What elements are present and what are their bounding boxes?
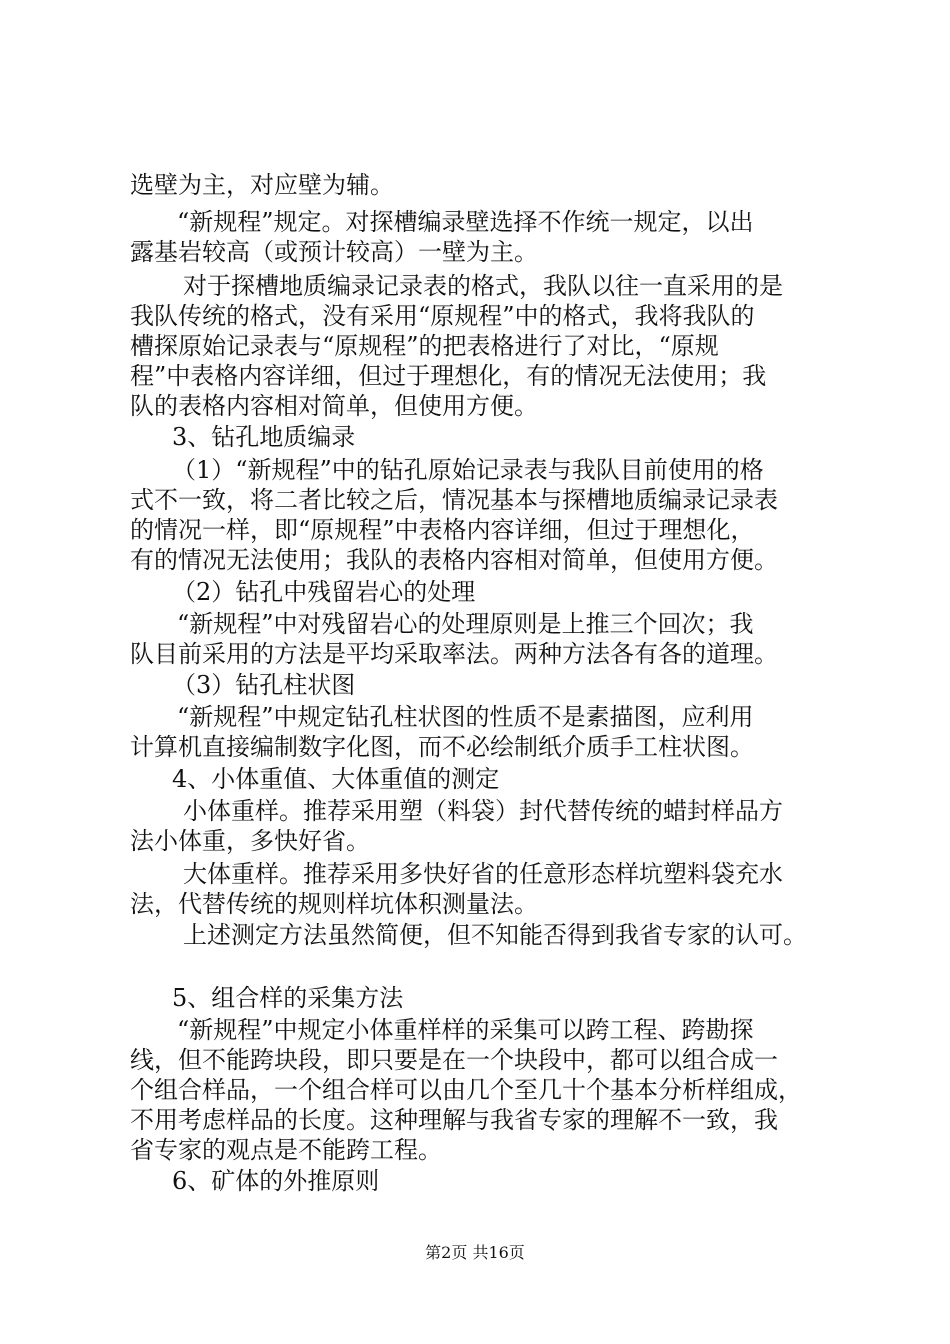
paragraph-line: “新规程”中规定钻孔柱状图的性质不是素描图，应利用 xyxy=(177,703,754,731)
paragraph-line: 计算机直接编制数字化图，而不必绘制纸介质手工柱状图。 xyxy=(130,733,754,761)
paragraph-line: 线，但不能跨块段，即只要是在一个块段中，都可以组合成一 xyxy=(130,1046,778,1074)
paragraph-line: 省专家的观点是不能跨工程。 xyxy=(130,1136,442,1164)
paragraph-line: 对于探槽地质编录记录表的格式，我队以往一直采用的是 xyxy=(183,272,783,300)
section-heading: 5、组合样的采集方法 xyxy=(172,984,404,1012)
paragraph-line: 的情况一样，即“原规程”中表格内容详细，但过于理想化， xyxy=(130,516,755,544)
paragraph-line: 选壁为主，对应壁为辅。 xyxy=(130,171,394,199)
subsection-heading: （3）钻孔柱状图 xyxy=(172,671,356,699)
paragraph-line: 个组合样品，一个组合样可以由几个至几十个基本分析样组成， xyxy=(130,1076,802,1104)
subsection-heading: （2）钻孔中残留岩心的处理 xyxy=(172,578,476,606)
paragraph-line: 大体重样。推荐采用多快好省的任意形态样坑塑料袋充水 xyxy=(183,860,783,888)
paragraph-line: 法，代替传统的规则样坑体积测量法。 xyxy=(130,890,538,918)
paragraph-line: “新规程”中对残留岩心的处理原则是上推三个回次；我 xyxy=(177,610,754,638)
paragraph-line: 程”中表格内容详细，但过于理想化，有的情况无法使用；我 xyxy=(130,362,767,390)
paragraph-line: 槽探原始记录表与“原规程”的把表格进行了对比，“原规 xyxy=(130,332,719,360)
paragraph-line: 露基岩较高（或预计较高）一壁为主。 xyxy=(130,238,538,266)
section-heading: 6、矿体的外推原则 xyxy=(172,1167,380,1195)
paragraph-line: 不用考虑样品的长度。这种理解与我省专家的理解不一致，我 xyxy=(130,1106,778,1134)
paragraph-line: 队目前采用的方法是平均采取率法。两种方法各有各的道理。 xyxy=(130,640,778,668)
paragraph-line: “新规程”中规定小体重样样的采集可以跨工程、跨勘探 xyxy=(177,1016,754,1044)
paragraph-line: 法小体重，多快好省。 xyxy=(130,827,370,855)
paragraph-line: 上述测定方法虽然简便，但不知能否得到我省专家的认可。 xyxy=(183,921,807,949)
paragraph-line: 小体重样。推荐采用塑（料袋）封代替传统的蜡封样品方 xyxy=(183,797,783,825)
paragraph-line: 式不一致，将二者比较之后，情况基本与探槽地质编录记录表 xyxy=(130,486,778,514)
section-heading: 4、小体重值、大体重值的测定 xyxy=(172,765,500,793)
paragraph-line: （1）“新规程”中的钻孔原始记录表与我队目前使用的格 xyxy=(172,456,764,484)
page-number-footer: 第2页 共16页 xyxy=(425,1243,525,1262)
section-heading: 3、钻孔地质编录 xyxy=(172,423,356,451)
paragraph-line: 我队传统的格式，没有采用“原规程”中的格式，我将我队的 xyxy=(130,302,755,330)
paragraph-line: “新规程”规定。对探槽编录壁选择不作统一规定，以出 xyxy=(177,208,754,236)
paragraph-line: 有的情况无法使用；我队的表格内容相对简单，但使用方便。 xyxy=(130,546,778,574)
paragraph-line: 队的表格内容相对简单，但使用方便。 xyxy=(130,392,538,420)
